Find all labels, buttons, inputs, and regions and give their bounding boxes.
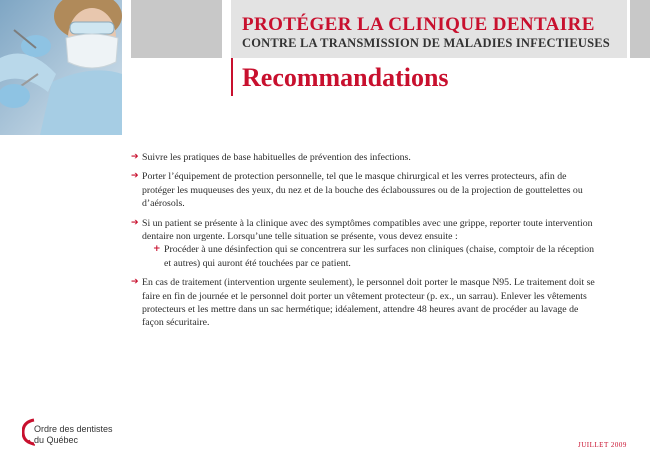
sub-list-item-text: Procéder à une désinfection qui se concentrera sur les surfaces non cliniques (chaise, comptoir de la réception et autres) qui auront été touchées par ce patient. xyxy=(164,244,595,269)
odq-logo xyxy=(22,420,142,454)
accent-divider xyxy=(231,58,233,96)
recommendations-list xyxy=(131,151,601,336)
dentist-photo xyxy=(0,0,122,135)
logo-text-line2: du Québec xyxy=(34,435,79,445)
sub-list-item xyxy=(142,243,601,270)
publication-date: JUILLET 2009 xyxy=(578,441,627,449)
arrow-right-icon: ➔ xyxy=(131,171,139,182)
list-item xyxy=(131,170,601,210)
list-item-text: Porter l’équipement de protection personnelle, tel que le masque chirurgical et les verres protecteurs, afin de protéger les muqueuses des yeux, du nez et de la bouche des éclaboussures ou de la projection de gouttelettes ou d’aérosols. xyxy=(142,171,583,210)
list-item xyxy=(131,217,601,271)
arrow-right-icon: ➔ xyxy=(131,217,139,228)
plus-icon: + xyxy=(153,244,161,255)
list-item-text: Suivre les pratiques de base habituelles de prévention des infections. xyxy=(142,152,411,163)
section-title: Recommandations xyxy=(242,63,449,92)
arrow-right-icon: ➔ xyxy=(131,152,139,162)
page-subtitle: CONTRE LA TRANSMISSION DE MALADIES INFECTIEUSES xyxy=(242,36,610,50)
logo-text-line1: Ordre des dentistes xyxy=(34,424,113,434)
list-item xyxy=(131,276,601,330)
page-title: PROTÉGER LA CLINIQUE DENTAIRE xyxy=(242,14,595,35)
list-item-text: Si un patient se présente à la clinique avec des symptômes compatibles avec une grippe, reporter toute intervention dentaire non urgente. Lorsqu’une telle situation se présente, vous devez ensuite : xyxy=(142,217,593,243)
list-item xyxy=(131,151,601,164)
list-item-text: En cas de traitement (intervention urgente seulement), le personnel doit porter le masque N95. Le traitement doit se faire en fin de journée et le personnel doit porter un vêtement protecteur (p. ex., un sarrau). Enlever les vêtements protecteurs et les mettre dans un sac hermétique; idéalement, attendre 48 heures avant de procéder au lavage de façon sécuritaire. xyxy=(142,277,595,329)
arrow-right-icon: ➔ xyxy=(131,277,139,288)
header-grey-block-left xyxy=(131,0,222,58)
header-grey-block-right xyxy=(630,0,650,58)
